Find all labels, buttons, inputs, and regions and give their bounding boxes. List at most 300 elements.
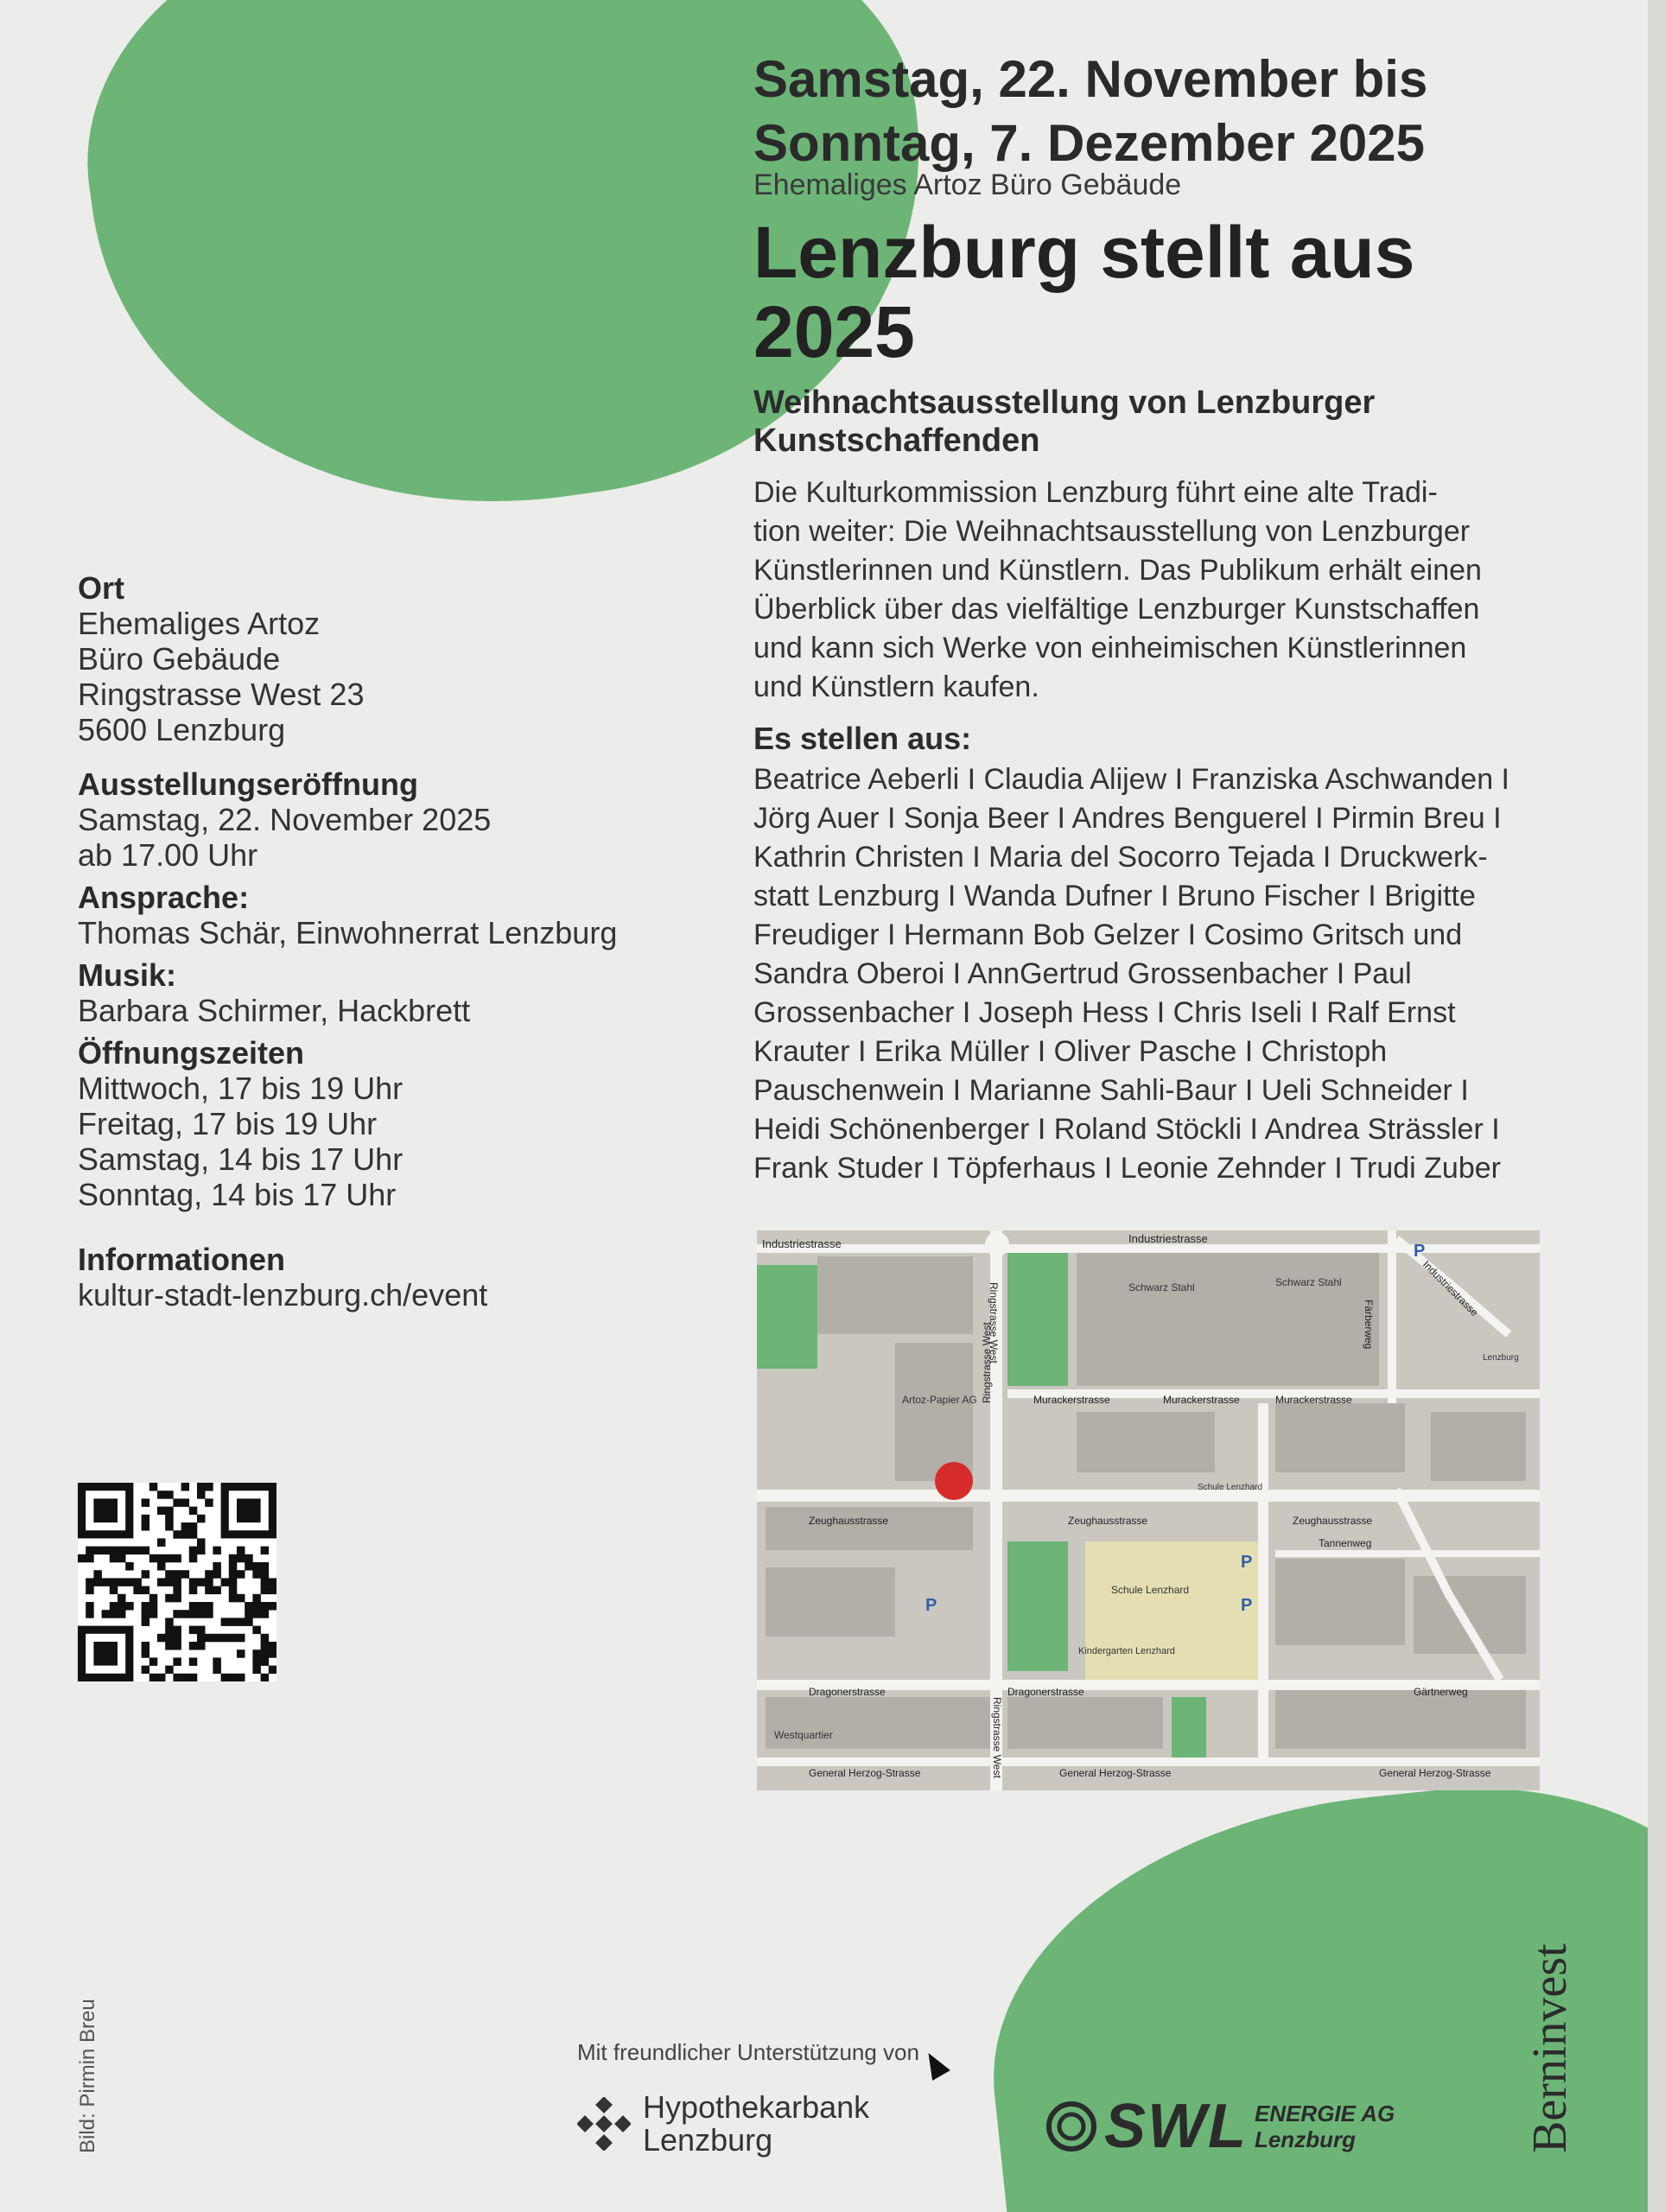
- qr-code[interactable]: [78, 1483, 276, 1681]
- qr-module: [110, 1578, 118, 1586]
- qr-module: [118, 1554, 126, 1563]
- qr-module: [157, 1674, 166, 1681]
- qr-module: [261, 1562, 270, 1571]
- qr-module: [118, 1602, 126, 1611]
- qr-module: [237, 1674, 245, 1681]
- qr-module: [157, 1634, 166, 1643]
- qr-module: [189, 1554, 198, 1563]
- qr-module: [86, 1586, 94, 1595]
- qr-module: [252, 1626, 261, 1635]
- qr-module: [189, 1547, 198, 1555]
- venue-line: Ehemaliges Artoz Büro Gebäude: [753, 168, 1182, 201]
- qr-module: [142, 1649, 150, 1658]
- qr-module: [173, 1554, 181, 1563]
- qr-module: [173, 1578, 181, 1586]
- hours-line: Samstag, 14 bis 17 Uhr: [78, 1141, 404, 1177]
- exhibitors-line: Krauter I Erika Müller I Oliver Pasche I Christoph: [753, 1035, 1388, 1068]
- exhibitors-line: Kathrin Christen I Maria del Socorro Tejada I Druckwerk-: [753, 841, 1488, 874]
- qr-module: [189, 1578, 198, 1586]
- qr-module: [261, 1602, 270, 1611]
- qr-module: [213, 1657, 221, 1666]
- map-building: [1431, 1412, 1526, 1481]
- qr-module: [142, 1602, 150, 1611]
- location-line: Ringstrasse West 23: [78, 677, 365, 712]
- qr-module: [110, 1554, 118, 1563]
- opening-line: Samstag, 22. November 2025: [78, 802, 492, 837]
- location-section: [78, 570, 683, 747]
- qr-module: [229, 1674, 238, 1681]
- qr-module: [197, 1491, 206, 1499]
- qr-module: [149, 1554, 158, 1563]
- qr-module: [181, 1498, 190, 1507]
- map-building: [1414, 1576, 1526, 1654]
- map-road: [1388, 1230, 1396, 1403]
- intro-line: und kann sich Werke von einheimischen Künstlerinnen: [753, 632, 1467, 664]
- qr-module: [78, 1554, 86, 1563]
- map-road: [1275, 1550, 1540, 1557]
- qr-module: [237, 1554, 245, 1563]
- map-road: [757, 1758, 1540, 1766]
- qr-module: [229, 1562, 238, 1571]
- intro-line: Überblick über das vielfältige Lenzburger Kunstschaffen: [753, 593, 1480, 626]
- qr-module: [245, 1602, 253, 1611]
- qr-module: [118, 1547, 126, 1555]
- map-park: [757, 1265, 817, 1369]
- qr-module: [149, 1602, 158, 1611]
- qr-module: [86, 1602, 94, 1611]
- qr-module: [93, 1578, 102, 1586]
- date-line-1: Samstag, 22. November bis: [753, 50, 1428, 108]
- map-building: [1077, 1412, 1215, 1472]
- swl-sub-line-2: Lenzburg: [1254, 2126, 1356, 2152]
- location-line: 5600 Lenzburg: [78, 712, 286, 747]
- map-road: [1258, 1403, 1268, 1766]
- qr-module: [149, 1483, 158, 1491]
- map-label: Industriestrasse: [1128, 1232, 1208, 1245]
- title-line-2: 2025: [753, 291, 915, 372]
- map-label: Schule Lenzhard: [1198, 1483, 1263, 1492]
- subtitle-line-1: Weihnachtsausstellung von Lenzburger: [753, 385, 1376, 421]
- qr-module: [110, 1610, 118, 1618]
- qr-module: [237, 1594, 245, 1603]
- exhibitors-line: Heidi Schönenberger I Roland Stöckli I Andrea Strässler I: [753, 1113, 1500, 1146]
- qr-module: [149, 1610, 158, 1618]
- qr-module: [149, 1594, 158, 1603]
- hours-section: [78, 1035, 683, 1212]
- qr-module: [173, 1530, 181, 1539]
- map-label: Schwarz Stahl: [1128, 1281, 1195, 1294]
- qr-module: [229, 1578, 238, 1586]
- qr-module: [269, 1602, 276, 1611]
- parking-icon: P: [1241, 1596, 1253, 1615]
- qr-module: [261, 1634, 270, 1643]
- qr-module: [149, 1674, 158, 1681]
- qr-module: [173, 1642, 181, 1650]
- map-label: Tannenweg: [1319, 1537, 1372, 1549]
- qr-module: [261, 1674, 270, 1681]
- info-column: [78, 570, 683, 1332]
- info-heading: Informationen: [78, 1242, 285, 1277]
- qr-module: [213, 1666, 221, 1675]
- qr-module: [189, 1530, 198, 1539]
- swl-subtitle: [1255, 2101, 1395, 2152]
- image-credit: Bild: Pirmin Breu: [76, 1999, 99, 2153]
- qr-module: [181, 1674, 190, 1681]
- qr-module: [142, 1547, 150, 1555]
- support-text: Mit freundlicher Unterstützung von: [577, 2039, 919, 2065]
- qr-module: [261, 1586, 270, 1595]
- map-label: Zeughausstrasse: [1293, 1515, 1373, 1527]
- qr-module: [102, 1547, 111, 1555]
- qr-module: [86, 1547, 94, 1555]
- music-heading: Musik:: [78, 957, 177, 993]
- qr-module: [165, 1618, 174, 1626]
- map-label: General Herzog-Strasse: [809, 1767, 921, 1779]
- map-building: [766, 1507, 973, 1550]
- qr-module: [165, 1522, 174, 1531]
- qr-module: [165, 1642, 174, 1650]
- qr-module: [173, 1570, 181, 1579]
- qr-module: [261, 1649, 270, 1658]
- opening-line: ab 17.00 Uhr: [78, 837, 258, 873]
- qr-finder-pattern: [93, 1498, 118, 1522]
- map-label: Schule Lenzhard: [1111, 1584, 1190, 1596]
- qr-module: [197, 1626, 206, 1635]
- hypothekarbank-line-2: Lenzburg: [643, 2122, 773, 2158]
- map-label: Gärtnerweg: [1414, 1686, 1468, 1698]
- exhibitors-line: Pauschenwein I Marianne Sahli-Baur I Ueli Schneider I: [753, 1074, 1469, 1107]
- info-link[interactable]: kultur-stadt-lenzburg.ch/event: [78, 1277, 488, 1313]
- qr-module: [269, 1578, 276, 1586]
- map-building: [766, 1567, 895, 1637]
- qr-module: [189, 1674, 198, 1681]
- qr-module: [205, 1483, 213, 1491]
- map-label: Zeughausstrasse: [1068, 1515, 1148, 1527]
- date-line-2: Sonntag, 7. Dezember 2025: [753, 114, 1425, 172]
- qr-module: [221, 1634, 230, 1643]
- parking-icon: P: [1241, 1553, 1253, 1572]
- qr-module: [157, 1507, 166, 1516]
- parking-icon: P: [1414, 1242, 1426, 1261]
- qr-module: [189, 1602, 198, 1611]
- hours-line: Mittwoch, 17 bis 19 Uhr: [78, 1071, 404, 1106]
- swl-logo-icon: [1045, 2101, 1097, 2152]
- map-building: [895, 1343, 973, 1481]
- hypothekarbank-line-1: Hypothekarbank: [643, 2089, 870, 2125]
- qr-module: [269, 1666, 276, 1675]
- speech-line: Thomas Schär, Einwohnerrat Lenzburg: [78, 915, 618, 950]
- qr-module: [181, 1570, 190, 1579]
- qr-module: [118, 1594, 126, 1603]
- qr-module: [229, 1554, 238, 1563]
- qr-module: [261, 1547, 270, 1555]
- qr-module: [165, 1666, 174, 1675]
- location-marker: [935, 1462, 973, 1500]
- qr-module: [165, 1594, 174, 1603]
- qr-finder-pattern: [93, 1642, 118, 1666]
- qr-module: [197, 1578, 206, 1586]
- qr-module: [93, 1570, 102, 1579]
- map-road: [757, 1490, 1540, 1502]
- qr-module: [221, 1578, 230, 1586]
- location-map: [757, 1230, 1540, 1790]
- map-label: Murackerstrasse: [1275, 1394, 1352, 1406]
- qr-module: [157, 1562, 166, 1571]
- event-title: [753, 213, 1583, 372]
- map-label: Zeughausstrasse: [809, 1515, 889, 1527]
- map-label: Dragonerstrasse: [1007, 1686, 1084, 1698]
- exhibitors-line: Frank Studer I Töpferhaus I Leonie Zehnder I Trudi Zuber: [753, 1152, 1501, 1185]
- qr-module: [205, 1570, 213, 1579]
- exhibitors-line: Grossenbacher I Joseph Hess I Chris Iseli I Ralf Ernst: [753, 996, 1456, 1029]
- intro-line: Die Kulturkommission Lenzburg führt eine alte Tradi-: [753, 476, 1438, 509]
- map-label: Färberweg: [1363, 1300, 1375, 1350]
- map-svg: [757, 1230, 1540, 1790]
- qr-module: [237, 1547, 245, 1555]
- map-building: [1007, 1697, 1163, 1749]
- hours-heading: Öffnungszeiten: [78, 1035, 304, 1071]
- qr-module: [125, 1547, 134, 1555]
- qr-module: [245, 1618, 253, 1626]
- speech-section: [78, 880, 683, 950]
- qr-module: [142, 1498, 150, 1507]
- page-edge: [1648, 0, 1665, 2212]
- swl-wordmark: SWL: [1104, 2092, 1248, 2161]
- sponsor-berninvest: Berninvest: [1523, 1943, 1577, 2153]
- qr-module: [213, 1634, 221, 1643]
- location-line: Ehemaliges Artoz: [78, 606, 321, 641]
- qr-module: [237, 1634, 245, 1643]
- qr-module: [229, 1594, 238, 1603]
- qr-module: [261, 1657, 270, 1666]
- qr-module: [261, 1642, 270, 1650]
- qr-module: [110, 1547, 118, 1555]
- qr-module: [189, 1507, 198, 1516]
- qr-module: [173, 1674, 181, 1681]
- qr-module: [173, 1498, 181, 1507]
- qr-module: [205, 1498, 213, 1507]
- qr-module: [102, 1610, 111, 1618]
- map-label: Artoz-Papier AG: [902, 1394, 977, 1406]
- exhibitors-heading: Es stellen aus:: [753, 721, 972, 756]
- qr-module: [229, 1570, 238, 1579]
- map-label: Westquartier: [774, 1729, 833, 1741]
- title-line-1: Lenzburg stellt aus: [753, 212, 1415, 293]
- map-label: General Herzog-Strasse: [1379, 1767, 1491, 1779]
- qr-module: [86, 1610, 94, 1618]
- qr-module: [269, 1649, 276, 1658]
- exhibitors-line: Freudiger I Hermann Bob Gelzer I Cosimo Gritsch und: [753, 918, 1463, 951]
- qr-module: [173, 1626, 181, 1635]
- qr-module: [189, 1586, 198, 1595]
- qr-module: [213, 1547, 221, 1555]
- map-building: [1077, 1252, 1379, 1386]
- map-label: Murackerstrasse: [1163, 1394, 1240, 1406]
- qr-module: [102, 1578, 111, 1586]
- qr-module: [181, 1522, 190, 1531]
- qr-module: [93, 1547, 102, 1555]
- qr-module: [165, 1491, 174, 1499]
- map-building: [1275, 1688, 1526, 1749]
- qr-module: [237, 1618, 245, 1626]
- qr-module: [229, 1618, 238, 1626]
- qr-module: [142, 1610, 150, 1618]
- map-label: Kindergarten Lenzhard: [1078, 1646, 1175, 1656]
- qr-module: [142, 1570, 150, 1579]
- qr-module: [229, 1586, 238, 1595]
- qr-module: [221, 1674, 230, 1681]
- qr-module: [245, 1562, 253, 1571]
- qr-module: [205, 1578, 213, 1586]
- qr-module: [133, 1547, 142, 1555]
- qr-module: [205, 1610, 213, 1618]
- qr-module: [269, 1586, 276, 1595]
- qr-module: [165, 1515, 174, 1523]
- qr-finder-pattern: [237, 1498, 261, 1522]
- map-park: [1172, 1697, 1206, 1758]
- intro-line: und Künstlern kaufen.: [753, 671, 1039, 703]
- map-roundabout: [985, 1232, 1009, 1256]
- qr-code-graphic: [78, 1483, 276, 1681]
- qr-module: [252, 1657, 261, 1666]
- map-label: Schwarz Stahl: [1275, 1276, 1342, 1288]
- qr-module: [229, 1634, 238, 1643]
- qr-module: [173, 1634, 181, 1643]
- qr-module: [173, 1594, 181, 1603]
- qr-module: [173, 1586, 181, 1595]
- hypothekarbank-logo-icon: [577, 2097, 631, 2151]
- qr-module: [157, 1578, 166, 1586]
- qr-module: [173, 1657, 181, 1666]
- exhibitors-line: Sandra Oberoi I AnnGertrud Grossenbacher I Paul: [753, 957, 1412, 990]
- exhibitors-line: Beatrice Aeberli I Claudia Alijew I Franziska Aschwanden I: [753, 763, 1510, 796]
- qr-module: [142, 1522, 150, 1531]
- map-label: Ringstrasse West: [981, 1322, 993, 1403]
- qr-module: [197, 1602, 206, 1611]
- qr-module: [213, 1586, 221, 1595]
- map-park: [1007, 1248, 1068, 1386]
- parking-icon: P: [925, 1596, 937, 1615]
- qr-module: [142, 1666, 150, 1675]
- qr-module: [197, 1515, 206, 1523]
- map-park: [1007, 1541, 1068, 1671]
- qr-module: [157, 1491, 166, 1499]
- qr-module: [181, 1483, 190, 1491]
- qr-module: [252, 1610, 261, 1618]
- map-building: [1275, 1403, 1405, 1472]
- music-line: Barbara Schirmer, Hackbrett: [78, 993, 471, 1028]
- qr-module: [269, 1642, 276, 1650]
- qr-module: [261, 1610, 270, 1618]
- map-label: Dragonerstrasse: [809, 1686, 886, 1698]
- qr-module: [197, 1538, 206, 1547]
- qr-module: [252, 1594, 261, 1603]
- map-label: Lenzburg: [1483, 1353, 1519, 1363]
- qr-module: [125, 1578, 134, 1586]
- qr-module: [237, 1649, 245, 1658]
- qr-module: [165, 1554, 174, 1563]
- main-column: [753, 48, 1583, 1188]
- event-subtitle: [753, 384, 1583, 460]
- qr-module: [197, 1483, 206, 1491]
- music-section: [78, 957, 683, 1028]
- exhibitors-line: Jörg Auer I Sonja Beer I Andres Benguerel I Pirmin Breu I: [753, 802, 1502, 835]
- sponsor-swl: [1045, 2091, 1395, 2162]
- qr-module: [221, 1618, 230, 1626]
- map-label: Ringstrasse West: [988, 1282, 1000, 1363]
- map-label: Industriestrasse: [762, 1237, 842, 1250]
- qr-module: [189, 1642, 198, 1650]
- map-building: [817, 1256, 973, 1334]
- intro-line: tion weiter: Die Weihnachtsausstellung von Lenzburger: [753, 515, 1471, 548]
- qr-module: [189, 1657, 198, 1666]
- map-label: Murackerstrasse: [1033, 1394, 1110, 1406]
- map-building: [766, 1697, 990, 1749]
- qr-module: [173, 1610, 181, 1618]
- qr-module: [197, 1547, 206, 1555]
- qr-module: [252, 1602, 261, 1611]
- mouse-cursor-icon: [919, 2048, 950, 2081]
- qr-module: [245, 1554, 253, 1563]
- subtitle-line-2: Kunstschaffenden: [753, 423, 1040, 459]
- qr-module: [261, 1578, 270, 1586]
- location-line: Büro Gebäude: [78, 641, 281, 677]
- qr-module: [142, 1586, 150, 1595]
- qr-module: [197, 1642, 206, 1650]
- qr-module: [157, 1554, 166, 1563]
- qr-module: [142, 1515, 150, 1523]
- qr-module: [165, 1634, 174, 1643]
- qr-module: [157, 1538, 166, 1547]
- qr-module: [245, 1610, 253, 1618]
- qr-module: [205, 1586, 213, 1595]
- qr-module: [142, 1642, 150, 1650]
- qr-module: [86, 1578, 94, 1586]
- qr-module: [213, 1570, 221, 1579]
- qr-module: [189, 1610, 198, 1618]
- qr-module: [133, 1578, 142, 1586]
- intro-line: Künstlerinnen und Künstlern. Das Publikum erhält einen: [753, 554, 1482, 587]
- qr-module: [118, 1610, 126, 1618]
- qr-module: [125, 1562, 134, 1571]
- qr-module: [86, 1554, 94, 1563]
- qr-module: [181, 1530, 190, 1539]
- map-school-area: [1085, 1541, 1258, 1680]
- map-building: [1275, 1559, 1405, 1645]
- qr-module: [197, 1610, 206, 1618]
- qr-module: [189, 1626, 198, 1635]
- qr-module: [205, 1602, 213, 1611]
- hours-line: Sonntag, 14 bis 17 Uhr: [78, 1177, 397, 1212]
- qr-module: [205, 1634, 213, 1643]
- qr-module: [165, 1570, 174, 1579]
- qr-module: [165, 1507, 174, 1516]
- map-label: Ringstrasse West: [991, 1697, 1003, 1778]
- qr-module: [252, 1570, 261, 1579]
- qr-module: [261, 1570, 270, 1579]
- swl-sub-line-1: ENERGIE AG: [1254, 2101, 1395, 2126]
- sponsor-hypothekarbank: [577, 2091, 869, 2157]
- qr-module: [165, 1578, 174, 1586]
- qr-module: [213, 1562, 221, 1571]
- qr-module: [237, 1570, 245, 1579]
- opening-section: [78, 766, 683, 873]
- qr-module: [133, 1586, 142, 1595]
- qr-module: [189, 1522, 198, 1531]
- map-label: General Herzog-Strasse: [1059, 1767, 1172, 1779]
- qr-module: [110, 1586, 118, 1595]
- hours-line: Freitag, 17 bis 19 Uhr: [78, 1106, 378, 1141]
